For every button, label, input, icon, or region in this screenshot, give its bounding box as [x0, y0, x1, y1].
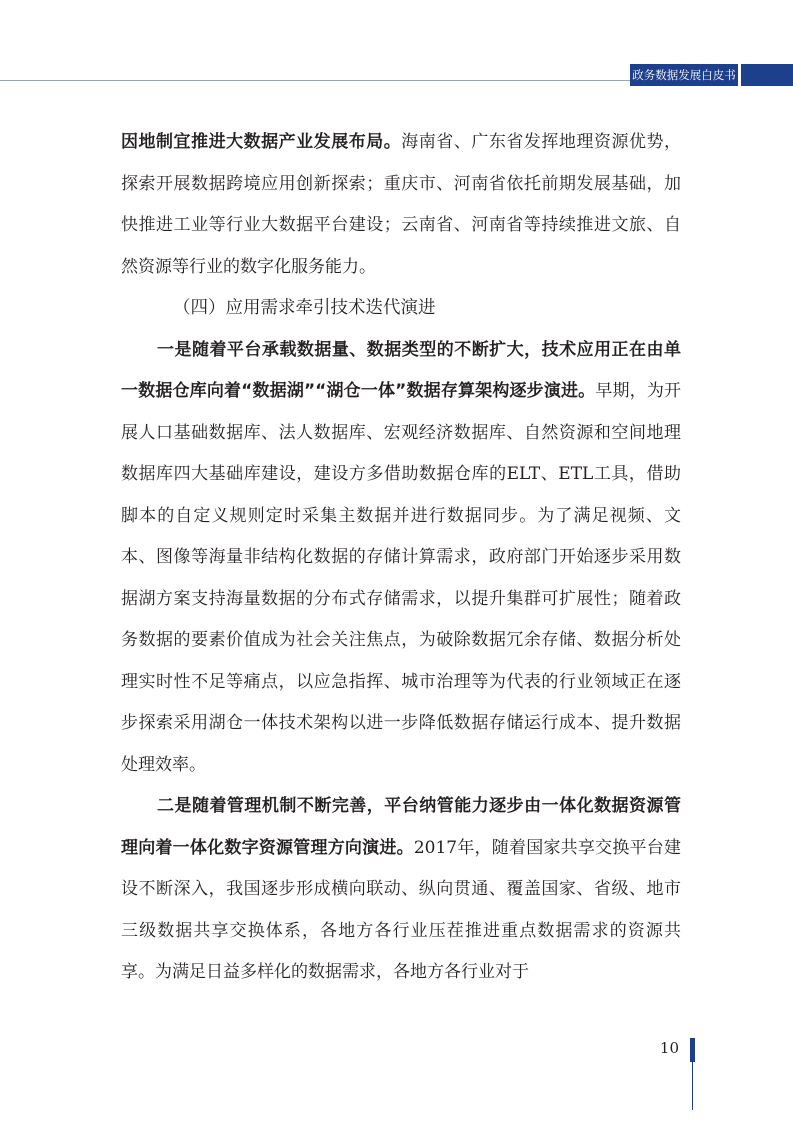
paragraph-lead: 一是随着平台承载数据量、数据类型的不断扩大，技术应用正在由单一数据仓库向着“数据湖”“湖仓一体”数据存算架构逐步演进。 [121, 339, 681, 401]
page-body [121, 122, 681, 994]
page-number-bar [690, 1038, 695, 1062]
paragraph-text: 早期，为开展人口基础数据库、法人数据库、宏观经济数据库、自然资源和空间地理数据库四大基础库建设，建设方多借助数据仓库的ELT、ETL工具，借助脚本的自定义规则定时采集主数据并进行数据同步。为了满足视频、文本、图像等海量非结构化数据的存储计算需求，政府部门开始逐步采用数据湖方案支持海量数据的分布式存储需求，以提升集群可扩展性；随着政务数据的要素价值成为社会关注焦点，为破除数据冗余存储、数据分析处理实时性不足等痛点，以应急指挥、城市治理等为代表的行业领域正在逐步探索采用湖仓一体技术架构以进一步降低数据存储运行成本、提升数据处理效率。 [121, 381, 681, 775]
paragraph-text: 2017年，随着国家共享交换平台建设不断深入，我国逐步形成横向联动、纵向贯通、覆盖国家、省级、地市三级数据共享交换体系，各地方各行业压茬推进重点数据需求的资源共享。为满足日益多样化的数据需求，各地方各行业对于 [121, 837, 682, 982]
page-number-rule [692, 1062, 693, 1110]
paragraph-management [121, 786, 681, 994]
paragraph-architecture [121, 330, 681, 787]
section-heading: （四）应用需求牵引技术迭代演进 [173, 298, 436, 318]
running-header-title: 政务数据发展白皮书 [630, 64, 738, 86]
header-rule [0, 80, 630, 81]
paragraph-text: 海南省、广东省发挥地理资源优势，探索开展数据跨境应用创新探索；重庆市、河南省依托前期发展基础，加快推进工业等行业大数据平台建设；云南省、河南省等持续推进文旅、自然资源等行业的数字化服务能力。 [121, 132, 682, 277]
header-accent-block [741, 64, 793, 86]
paragraph-layout [121, 122, 681, 288]
page-number: 10 [659, 1039, 679, 1057]
paragraph-lead: 因地制宜推进大数据产业发展布局。 [121, 132, 402, 152]
paragraph-lead: 二是随着管理机制不断完善，平台纳管能力逐步由一体化数据资源管理向着一体化数字资源管理方向演进。 [121, 796, 681, 858]
